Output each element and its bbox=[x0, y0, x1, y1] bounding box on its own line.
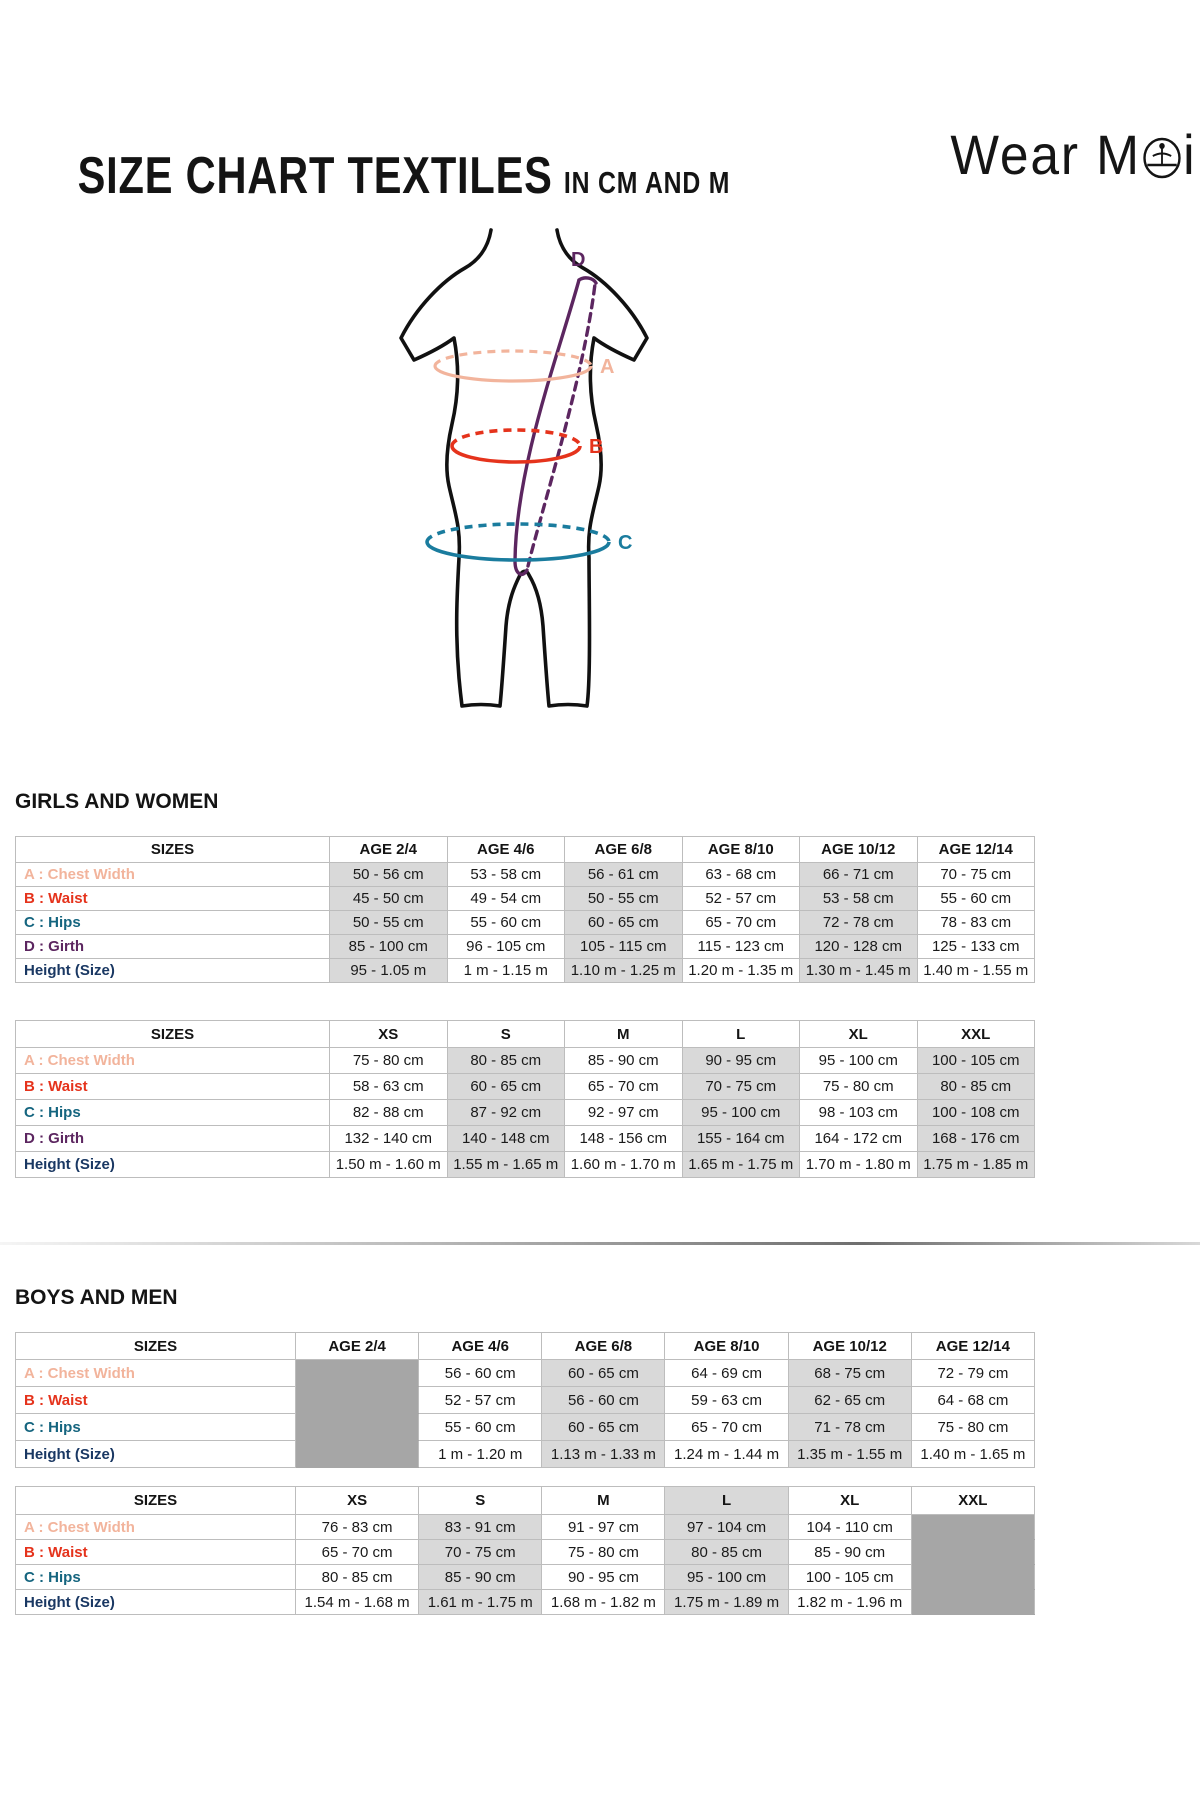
value-cell: 70 - 75 cm bbox=[917, 863, 1035, 887]
brand-text-after: i bbox=[1182, 123, 1196, 186]
measure-row bbox=[16, 1152, 1035, 1178]
value-cell: 1.68 m - 1.82 m bbox=[542, 1590, 665, 1615]
size-col-header: AGE 6/8 bbox=[542, 1333, 665, 1360]
label-waist-b: B bbox=[589, 436, 604, 458]
size-col-header: AGE 2/4 bbox=[330, 837, 448, 863]
size-col-header: XL bbox=[788, 1487, 911, 1515]
value-cell: 1.30 m - 1.45 m bbox=[800, 959, 918, 983]
row-label-waist: B : Waist bbox=[16, 887, 330, 911]
value-cell: 75 - 80 cm bbox=[911, 1414, 1034, 1441]
value-cell: 1.50 m - 1.60 m bbox=[330, 1152, 448, 1178]
value-cell: 56 - 60 cm bbox=[419, 1360, 542, 1387]
value-cell: 1.40 m - 1.65 m bbox=[911, 1441, 1034, 1468]
value-cell: 65 - 70 cm bbox=[682, 911, 800, 935]
value-cell: 80 - 85 cm bbox=[447, 1048, 565, 1074]
value-cell: 90 - 95 cm bbox=[682, 1048, 800, 1074]
row-label-hips: C : Hips bbox=[16, 1100, 330, 1126]
label-girth-d: D bbox=[571, 249, 586, 271]
sizes-header-cell: SIZES bbox=[16, 1021, 330, 1048]
table-header-row bbox=[16, 1333, 1035, 1360]
value-cell: 60 - 65 cm bbox=[542, 1360, 665, 1387]
measure-row bbox=[16, 1048, 1035, 1074]
section-heading-girls: GIRLS AND WOMEN bbox=[15, 790, 219, 813]
measure-row bbox=[16, 1360, 1035, 1387]
measure-row bbox=[16, 935, 1035, 959]
boys-age-table bbox=[15, 1332, 1035, 1468]
row-label-hips: C : Hips bbox=[16, 911, 330, 935]
table-header-row bbox=[16, 837, 1035, 863]
measure-row bbox=[16, 1100, 1035, 1126]
value-cell: 100 - 108 cm bbox=[917, 1100, 1035, 1126]
value-cell: 1.65 m - 1.75 m bbox=[682, 1152, 800, 1178]
brand-logo bbox=[950, 122, 1196, 193]
value-cell: 100 - 105 cm bbox=[917, 1048, 1035, 1074]
value-cell: 72 - 78 cm bbox=[800, 911, 918, 935]
value-cell: 71 - 78 cm bbox=[788, 1414, 911, 1441]
value-cell: 50 - 56 cm bbox=[330, 863, 448, 887]
table-header-row bbox=[16, 1021, 1035, 1048]
value-cell: 98 - 103 cm bbox=[800, 1100, 918, 1126]
page-title: SIZE CHART TEXTILES bbox=[77, 147, 553, 205]
row-label-height: Height (Size) bbox=[16, 1152, 330, 1178]
value-cell: 1.75 m - 1.89 m bbox=[665, 1590, 788, 1615]
value-cell: 1.61 m - 1.75 m bbox=[419, 1590, 542, 1615]
value-cell bbox=[911, 1565, 1034, 1590]
value-cell: 1.75 m - 1.85 m bbox=[917, 1152, 1035, 1178]
value-cell: 64 - 69 cm bbox=[665, 1360, 788, 1387]
row-label-chest: A : Chest Width bbox=[16, 1048, 330, 1074]
value-cell: 1.70 m - 1.80 m bbox=[800, 1152, 918, 1178]
size-col-header: XXL bbox=[917, 1021, 1035, 1048]
value-cell: 1.35 m - 1.55 m bbox=[788, 1441, 911, 1468]
row-label-height: Height (Size) bbox=[16, 959, 330, 983]
value-cell: 85 - 90 cm bbox=[419, 1565, 542, 1590]
boys-size-table bbox=[15, 1486, 1035, 1615]
value-cell: 65 - 70 cm bbox=[296, 1540, 419, 1565]
value-cell: 1.82 m - 1.96 m bbox=[788, 1590, 911, 1615]
value-cell: 55 - 60 cm bbox=[917, 887, 1035, 911]
ballerina-circle-icon bbox=[1141, 128, 1181, 193]
row-label-height: Height (Size) bbox=[16, 1590, 296, 1615]
size-col-header: AGE 10/12 bbox=[788, 1333, 911, 1360]
size-col-header: AGE 2/4 bbox=[296, 1333, 419, 1360]
value-cell: 55 - 60 cm bbox=[447, 911, 565, 935]
value-cell: 120 - 128 cm bbox=[800, 935, 918, 959]
value-cell: 76 - 83 cm bbox=[296, 1515, 419, 1540]
value-cell: 148 - 156 cm bbox=[565, 1126, 683, 1152]
size-col-header: AGE 8/10 bbox=[682, 837, 800, 863]
size-col-header: M bbox=[565, 1021, 683, 1048]
value-cell: 70 - 75 cm bbox=[682, 1074, 800, 1100]
measure-row bbox=[16, 1414, 1035, 1441]
label-hips-c: C bbox=[618, 532, 633, 554]
page-subtitle: IN CM AND M bbox=[563, 165, 731, 200]
value-cell: 85 - 90 cm bbox=[565, 1048, 683, 1074]
size-col-header: XS bbox=[330, 1021, 448, 1048]
sizes-header-cell: SIZES bbox=[16, 837, 330, 863]
section-heading-boys: BOYS AND MEN bbox=[15, 1286, 178, 1309]
value-cell: 52 - 57 cm bbox=[419, 1387, 542, 1414]
girls-age-table-wrap bbox=[15, 836, 1035, 983]
measure-row bbox=[16, 887, 1035, 911]
size-col-header: AGE 12/14 bbox=[917, 837, 1035, 863]
value-cell: 75 - 80 cm bbox=[330, 1048, 448, 1074]
girls-age-table bbox=[15, 836, 1035, 983]
value-cell: 164 - 172 cm bbox=[800, 1126, 918, 1152]
sizes-header-cell: SIZES bbox=[16, 1487, 296, 1515]
value-cell: 68 - 75 cm bbox=[788, 1360, 911, 1387]
value-cell: 80 - 85 cm bbox=[917, 1074, 1035, 1100]
value-cell: 155 - 164 cm bbox=[682, 1126, 800, 1152]
value-cell: 132 - 140 cm bbox=[330, 1126, 448, 1152]
size-col-header: XL bbox=[800, 1021, 918, 1048]
value-cell: 95 - 100 cm bbox=[800, 1048, 918, 1074]
size-col-header: AGE 12/14 bbox=[911, 1333, 1034, 1360]
value-cell: 60 - 65 cm bbox=[542, 1414, 665, 1441]
value-cell: 83 - 91 cm bbox=[419, 1515, 542, 1540]
value-cell: 80 - 85 cm bbox=[665, 1540, 788, 1565]
value-cell bbox=[296, 1360, 419, 1387]
value-cell: 56 - 60 cm bbox=[542, 1387, 665, 1414]
size-col-header: AGE 6/8 bbox=[565, 837, 683, 863]
size-col-header: AGE 10/12 bbox=[800, 837, 918, 863]
value-cell: 63 - 68 cm bbox=[682, 863, 800, 887]
brand-text-before: Wear M bbox=[949, 123, 1141, 186]
value-cell: 60 - 65 cm bbox=[447, 1074, 565, 1100]
row-label-chest: A : Chest Width bbox=[16, 1360, 296, 1387]
value-cell bbox=[296, 1441, 419, 1468]
value-cell: 45 - 50 cm bbox=[330, 887, 448, 911]
page-title-wrap bbox=[78, 146, 731, 206]
value-cell: 85 - 100 cm bbox=[330, 935, 448, 959]
value-cell: 104 - 110 cm bbox=[788, 1515, 911, 1540]
value-cell: 1.10 m - 1.25 m bbox=[565, 959, 683, 983]
value-cell: 90 - 95 cm bbox=[542, 1565, 665, 1590]
value-cell bbox=[911, 1515, 1034, 1540]
body-measurement-diagram bbox=[388, 226, 688, 718]
value-cell bbox=[296, 1387, 419, 1414]
hips-ellipse-front bbox=[427, 542, 609, 560]
value-cell: 95 - 1.05 m bbox=[330, 959, 448, 983]
value-cell: 92 - 97 cm bbox=[565, 1100, 683, 1126]
size-col-header: XXL bbox=[911, 1487, 1034, 1515]
measure-row bbox=[16, 1515, 1035, 1540]
size-col-header: M bbox=[542, 1487, 665, 1515]
measure-row bbox=[16, 911, 1035, 935]
value-cell: 65 - 70 cm bbox=[665, 1414, 788, 1441]
value-cell: 66 - 71 cm bbox=[800, 863, 918, 887]
measure-row bbox=[16, 1590, 1035, 1615]
size-col-header: AGE 8/10 bbox=[665, 1333, 788, 1360]
value-cell: 1.40 m - 1.55 m bbox=[917, 959, 1035, 983]
measure-row bbox=[16, 1441, 1035, 1468]
value-cell: 105 - 115 cm bbox=[565, 935, 683, 959]
size-col-header: AGE 4/6 bbox=[447, 837, 565, 863]
label-chest-a: A bbox=[600, 356, 615, 378]
value-cell: 1.55 m - 1.65 m bbox=[447, 1152, 565, 1178]
size-col-header: XS bbox=[296, 1487, 419, 1515]
row-label-chest: A : Chest Width bbox=[16, 1515, 296, 1540]
size-col-header: AGE 4/6 bbox=[419, 1333, 542, 1360]
value-cell: 115 - 123 cm bbox=[682, 935, 800, 959]
value-cell: 52 - 57 cm bbox=[682, 887, 800, 911]
value-cell bbox=[296, 1414, 419, 1441]
girth-line-shoulder-arc bbox=[579, 278, 596, 283]
value-cell: 168 - 176 cm bbox=[917, 1126, 1035, 1152]
value-cell: 1.60 m - 1.70 m bbox=[565, 1152, 683, 1178]
value-cell: 97 - 104 cm bbox=[665, 1515, 788, 1540]
sizes-header-cell: SIZES bbox=[16, 1333, 296, 1360]
value-cell: 82 - 88 cm bbox=[330, 1100, 448, 1126]
value-cell: 125 - 133 cm bbox=[917, 935, 1035, 959]
row-label-hips: C : Hips bbox=[16, 1414, 296, 1441]
value-cell: 95 - 100 cm bbox=[682, 1100, 800, 1126]
size-col-header: S bbox=[419, 1487, 542, 1515]
value-cell: 95 - 100 cm bbox=[665, 1565, 788, 1590]
measure-row bbox=[16, 1074, 1035, 1100]
value-cell: 75 - 80 cm bbox=[800, 1074, 918, 1100]
value-cell bbox=[911, 1590, 1034, 1615]
row-label-girth: D : Girth bbox=[16, 1126, 330, 1152]
value-cell: 62 - 65 cm bbox=[788, 1387, 911, 1414]
value-cell: 55 - 60 cm bbox=[419, 1414, 542, 1441]
value-cell: 72 - 79 cm bbox=[911, 1360, 1034, 1387]
value-cell: 87 - 92 cm bbox=[447, 1100, 565, 1126]
body-outline bbox=[401, 230, 647, 706]
value-cell: 91 - 97 cm bbox=[542, 1515, 665, 1540]
value-cell: 65 - 70 cm bbox=[565, 1074, 683, 1100]
row-label-hips: C : Hips bbox=[16, 1565, 296, 1590]
value-cell: 70 - 75 cm bbox=[419, 1540, 542, 1565]
section-divider bbox=[0, 1242, 1200, 1245]
boys-size-table-wrap bbox=[15, 1486, 1035, 1615]
value-cell: 56 - 61 cm bbox=[565, 863, 683, 887]
row-label-chest: A : Chest Width bbox=[16, 863, 330, 887]
value-cell: 75 - 80 cm bbox=[542, 1540, 665, 1565]
row-label-waist: B : Waist bbox=[16, 1387, 296, 1414]
value-cell: 53 - 58 cm bbox=[800, 887, 918, 911]
value-cell: 58 - 63 cm bbox=[330, 1074, 448, 1100]
value-cell: 1.24 m - 1.44 m bbox=[665, 1441, 788, 1468]
value-cell: 60 - 65 cm bbox=[565, 911, 683, 935]
measure-row bbox=[16, 1126, 1035, 1152]
value-cell: 80 - 85 cm bbox=[296, 1565, 419, 1590]
boys-age-table-wrap bbox=[15, 1332, 1035, 1468]
row-label-height: Height (Size) bbox=[16, 1441, 296, 1468]
size-col-header: L bbox=[665, 1487, 788, 1515]
value-cell: 140 - 148 cm bbox=[447, 1126, 565, 1152]
value-cell: 50 - 55 cm bbox=[330, 911, 448, 935]
value-cell: 1.54 m - 1.68 m bbox=[296, 1590, 419, 1615]
measure-row bbox=[16, 1565, 1035, 1590]
size-col-header: L bbox=[682, 1021, 800, 1048]
value-cell: 1 m - 1.20 m bbox=[419, 1441, 542, 1468]
measure-row bbox=[16, 1540, 1035, 1565]
row-label-waist: B : Waist bbox=[16, 1540, 296, 1565]
value-cell: 1 m - 1.15 m bbox=[447, 959, 565, 983]
value-cell: 59 - 63 cm bbox=[665, 1387, 788, 1414]
waist-ellipse-front bbox=[452, 446, 580, 462]
value-cell: 64 - 68 cm bbox=[911, 1387, 1034, 1414]
value-cell: 53 - 58 cm bbox=[447, 863, 565, 887]
table-header-row bbox=[16, 1487, 1035, 1515]
value-cell: 1.20 m - 1.35 m bbox=[682, 959, 800, 983]
girls-size-table-wrap bbox=[15, 1020, 1035, 1178]
row-label-waist: B : Waist bbox=[16, 1074, 330, 1100]
measure-row bbox=[16, 959, 1035, 983]
size-col-header: S bbox=[447, 1021, 565, 1048]
value-cell: 78 - 83 cm bbox=[917, 911, 1035, 935]
value-cell: 49 - 54 cm bbox=[447, 887, 565, 911]
measure-row bbox=[16, 1387, 1035, 1414]
measure-row bbox=[16, 863, 1035, 887]
value-cell: 85 - 90 cm bbox=[788, 1540, 911, 1565]
value-cell: 96 - 105 cm bbox=[447, 935, 565, 959]
row-label-girth: D : Girth bbox=[16, 935, 330, 959]
girls-size-table bbox=[15, 1020, 1035, 1178]
girth-line-front bbox=[515, 280, 579, 574]
value-cell: 1.13 m - 1.33 m bbox=[542, 1441, 665, 1468]
value-cell: 50 - 55 cm bbox=[565, 887, 683, 911]
value-cell bbox=[911, 1540, 1034, 1565]
value-cell: 100 - 105 cm bbox=[788, 1565, 911, 1590]
